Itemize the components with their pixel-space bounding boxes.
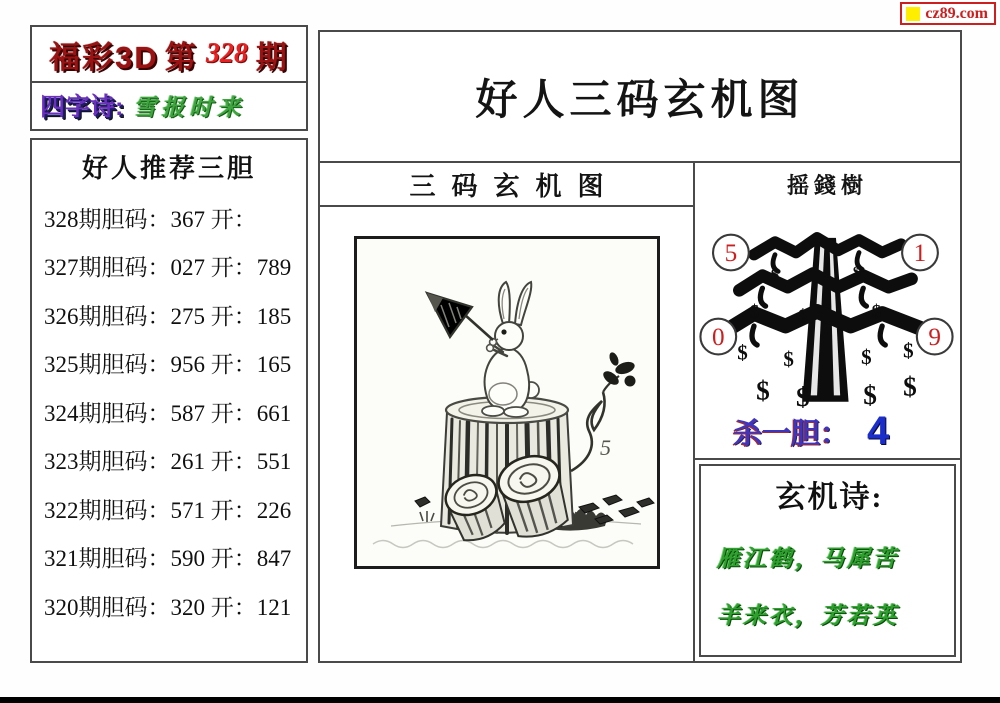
dan-row: 325期胆码：956 开：165 — [44, 352, 292, 378]
issue-header-box — [30, 25, 308, 131]
lottery-name: 福彩3D — [49, 39, 159, 75]
four-poem-text: 雪报时来 — [133, 93, 246, 120]
four-poem-row — [32, 83, 306, 127]
dan-row: 320期胆码：320 开：121 — [44, 594, 292, 620]
dan-row: 326期胆码：275 开：185 — [44, 303, 292, 329]
issue-number: 328 — [205, 38, 248, 69]
dan-list-title: 好人推荐三胆 — [81, 153, 256, 183]
dollar-icon: $ — [737, 340, 748, 365]
dan-list-box — [30, 138, 308, 663]
mystery-poem-line: 雁江鹤，马犀苦 — [717, 545, 899, 571]
right-column — [695, 163, 960, 661]
mystery-poem-title: 玄机诗: — [775, 481, 884, 514]
main-panel — [318, 30, 962, 663]
dollar-icon: $ — [852, 262, 862, 282]
kill-dan-label: 杀一胆： — [733, 418, 850, 450]
rabbit-eye — [501, 329, 506, 334]
dollar-icon: $ — [756, 375, 770, 406]
dollar-icon: $ — [796, 381, 810, 408]
dan-row: 321期胆码：590 开：847 — [44, 546, 292, 572]
vine-numeral: 5 — [599, 435, 611, 460]
money-tree-graphic — [695, 200, 958, 408]
mystery-poem-line: 羊来衣，芳若英 — [717, 602, 899, 628]
rabbit-head — [495, 322, 523, 350]
dan-row: 327期胆码：027 开：789 — [44, 255, 292, 281]
kill-dan-value: 4 — [867, 409, 890, 453]
rabbit-drawing — [357, 239, 657, 566]
circle-number-9: 9 — [928, 323, 942, 351]
dollar-icon: $ — [863, 379, 877, 408]
page-title: 好人三码玄机图 — [475, 75, 805, 123]
four-poem-label: 四字诗: — [40, 93, 124, 121]
bottom-black-bar — [0, 697, 1000, 703]
site-url: cz89.com — [925, 4, 988, 22]
dollar-icon: $ — [903, 338, 914, 363]
money-tree-title: 摇錢樹 — [786, 173, 868, 198]
dan-list — [32, 193, 306, 630]
mystery-poem-box — [699, 464, 956, 657]
dan-row: 323期胆码：261 开：551 — [44, 449, 292, 475]
kill-dan-row — [695, 405, 960, 460]
issue-qi: 期 — [255, 39, 289, 75]
dan-row: 322期胆码：571 开：226 — [44, 497, 292, 523]
dollar-icon: $ — [749, 301, 760, 323]
dollar-icon: $ — [783, 346, 794, 371]
dollar-icon: $ — [871, 301, 882, 323]
circle-number-0: 0 — [711, 323, 725, 351]
dollar-icon: $ — [798, 305, 808, 327]
circle-number-5: 5 — [724, 239, 738, 267]
issue-di: 第 — [164, 39, 198, 75]
main-title-band — [320, 32, 960, 163]
dan-row: 324期胆码：587 开：661 — [44, 400, 292, 426]
money-tree-section — [695, 163, 960, 408]
dollar-icon: $ — [903, 371, 917, 402]
yellow-square-icon — [906, 7, 920, 21]
picture-column — [320, 163, 695, 661]
site-badge[interactable] — [900, 2, 996, 25]
circle-number-1: 1 — [913, 239, 927, 267]
picture-column-title: 三码玄机图 — [409, 170, 620, 201]
picture-column-title-band — [320, 163, 693, 207]
mystery-picture-frame — [354, 236, 660, 569]
dan-row: 328期胆码：367 开： — [44, 206, 257, 232]
issue-title-row — [32, 27, 306, 83]
dollar-icon: $ — [770, 264, 780, 284]
dollar-icon: $ — [861, 344, 872, 369]
